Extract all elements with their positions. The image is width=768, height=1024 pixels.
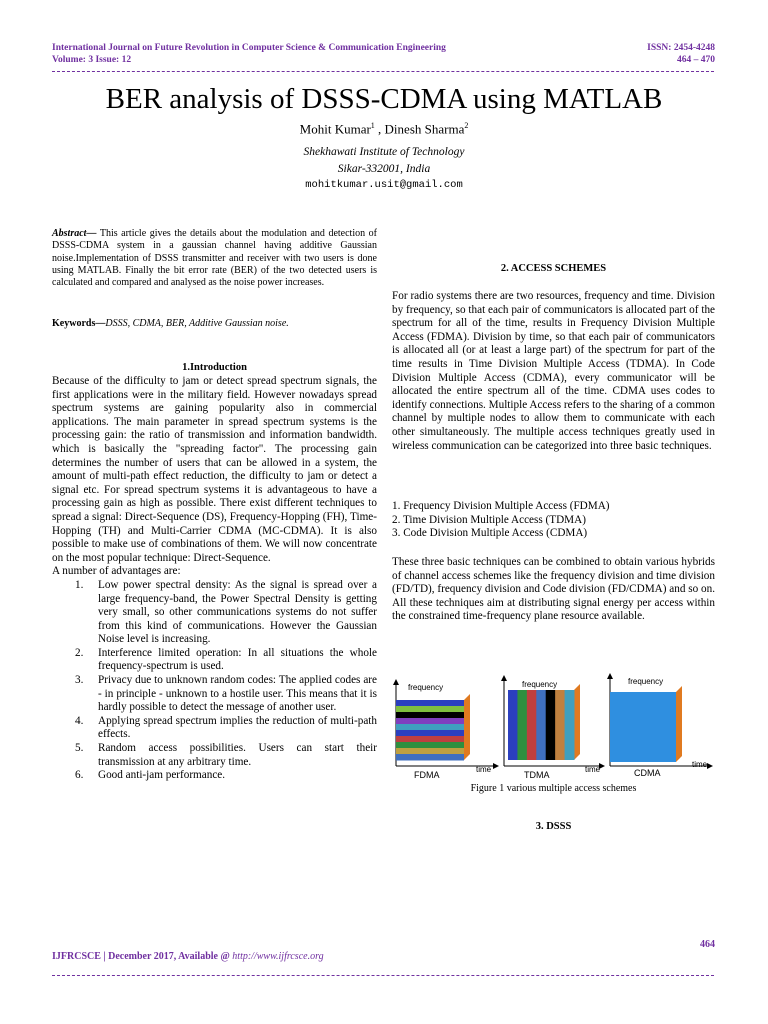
journal-issn: ISSN: 2454-4248 <box>647 43 715 53</box>
abstract-label: Abstract— <box>52 228 97 239</box>
author-1-sup: 1 <box>370 121 375 130</box>
tdma-frequency-label: frequency <box>522 680 558 689</box>
journal-pages: 464 – 470 <box>677 55 715 65</box>
fdma-stripe <box>396 754 464 761</box>
list-item <box>75 714 377 742</box>
list-item: 3. Code Division Multiple Access (CDMA) <box>392 527 588 540</box>
list-item-text: Random access possibilities. Users can start their transmission at any arbitrary time. <box>98 742 377 768</box>
list-item-number: 1. <box>75 578 84 591</box>
intro-heading: 1.Introduction <box>182 362 247 373</box>
page-number: 464 <box>700 939 715 950</box>
keywords <box>52 318 377 329</box>
access-paragraph-2: These three basic techniques can be combined to obtain various hybrids of channel access schemes like the frequency division and time division (FD/TD), frequency division and Code division (FD/CDMA) and so on. All these techniques aim at distributing signal energy per access within the constrained time-frequency plane resource available. <box>392 556 715 623</box>
list-item-text: Good anti-jam performance. <box>98 769 226 782</box>
tdma-time-label: time <box>585 765 601 774</box>
author-email: mohitkumar.usit@gmail.com <box>305 179 463 191</box>
figure-caption: Figure 1 various multiple access schemes <box>470 783 637 794</box>
affiliation-city: Sikar-332001, India <box>337 163 431 175</box>
intro-paragraph: Because of the difficulty to jam or detect spread spectrum signals, the first applications were in the military field. However nowadays spread spectrum systems are gaining popularity also in commercial applications. The main parameter in spread spectrum systems is the processing gain: the ratio of transmission and information bandwidth. which is basically the "spreading factor". The processing gain determines the number of users that can be allowed in a system, the amount of multi-path effect reduction, the difficulty to jam or detect a signal etc. For spread spectrum systems it is advantageous to have a processing gain as high as possible. There exist different techniques to spread a signal: Direct-Sequence (DS), Frequency-Hopping (FH), Time-Hopping (TH) and Multi-Carrier CDMA (MC-CDMA). It is also possible to make use of combinations of them. We will now concentrate on the most popular technique: Direct-Sequence. <box>52 375 377 564</box>
access-schemes-figure <box>392 668 715 780</box>
fdma-label: FDMA <box>414 770 440 780</box>
tdma-stripe <box>527 690 537 760</box>
tdma-stripe <box>565 690 575 760</box>
fdma-stripe <box>396 730 464 737</box>
cdma-block-side <box>676 686 682 762</box>
dsss-heading: 3. DSSS <box>535 821 572 832</box>
list-item-number: 2. <box>75 646 84 659</box>
list-item <box>75 646 377 674</box>
access-list <box>392 500 715 541</box>
journal-issn-block <box>560 42 715 66</box>
tdma-label: TDMA <box>524 770 550 780</box>
cdma-frequency-label: frequency <box>628 677 664 686</box>
author-2-sup: 2 <box>464 121 469 130</box>
list-item-number: 4. <box>75 714 84 727</box>
advantages-intro: A number of advantages are: <box>52 565 181 578</box>
tdma-stripe <box>555 690 565 760</box>
fdma-stripe <box>396 700 464 707</box>
list-item <box>75 769 377 783</box>
list-item-text: Interference limited operation: In all situations the whole frequency-spectrum is used. <box>98 646 377 673</box>
list-item-number: 6. <box>75 769 84 782</box>
list-item-number: 3. <box>75 674 84 687</box>
tdma-stripe <box>517 690 527 760</box>
keywords-label: Keywords— <box>52 318 106 329</box>
fdma-stripe <box>396 706 464 713</box>
access-heading: 2. ACCESS SCHEMES <box>500 263 607 274</box>
keywords-text: DSSS, CDMA, BER, Additive Gaussian noise. <box>105 318 289 329</box>
fdma-stripe <box>396 748 464 755</box>
intro-section <box>52 375 377 783</box>
paper-title: BER analysis of DSSS-CDMA using MATLAB <box>105 83 663 115</box>
tdma-stripe <box>536 690 546 760</box>
authors <box>0 121 768 137</box>
list-item <box>75 674 377 715</box>
cdma-time-label: time <box>692 760 708 769</box>
fdma-stripe <box>396 718 464 725</box>
list-item <box>75 742 377 769</box>
fdma-stripe <box>396 712 464 719</box>
footer-rule <box>52 975 714 976</box>
abstract <box>52 228 377 289</box>
list-item <box>75 578 377 647</box>
footer-citation <box>52 951 324 962</box>
list-item-number: 5. <box>75 742 84 755</box>
fdma-block-side <box>464 694 470 760</box>
access-paragraph-1: For radio systems there are two resources, frequency and time. Division by frequency, so that each pair of communicators is allocated part of the spectrum for all of the time, results in Frequency Division Multiple Access (FDMA). Division by time, so that each pair of communicators is allocated all (or at least a large part) of the spectrum for part of the time results in Time Division Multiple Access (TDMA). In Code Division Multiple Access (CDMA), every communicator will be allocated the entire spectrum all of the time. CDMA uses codes to identify connections. Multiple Access refers to the sharing of a common channel by multiple nodes to allow them to communicate with each other simultaneously. The multiple access techniques greatly used in wireless communication can be categorized into three basic techniques. <box>392 290 715 452</box>
header-rule <box>52 71 714 72</box>
affiliation-institute: Shekhawati Institute of Technology <box>303 146 465 158</box>
journal-name: International Journal on Future Revolution in Computer Science & Communication Engineering <box>52 43 446 53</box>
tdma-stripe <box>546 690 556 760</box>
journal-volume: Volume: 3 Issue: 12 <box>52 55 132 65</box>
fdma-time-label: time <box>476 765 492 774</box>
author-separator: , <box>374 121 385 137</box>
tdma-stripe <box>508 690 518 760</box>
list-item-text: Privacy due to unknown random codes: The applied codes are - in principle - unknown to a hostile user. This means that it is hardly possible to detect the message of another user. <box>98 674 377 714</box>
cdma-label: CDMA <box>634 768 661 778</box>
advantages-list <box>52 579 377 783</box>
author-2: Dinesh Sharma <box>384 121 465 137</box>
tdma-block-side <box>574 684 580 760</box>
list-item-text: Applying spread spectrum implies the reduction of multi-path effects. <box>98 714 377 741</box>
list-item-text: Low power spectral density: As the signal is spread over a large frequency-band, the Power Spectral Density is getting very small, so other communications systems do not suffer from this kind of communications. However the Gaussian Noise level is increasing. <box>98 578 377 646</box>
list-item: 2. Time Division Multiple Access (TDMA) <box>392 513 586 526</box>
fdma-stripe <box>396 736 464 743</box>
cdma-block <box>610 692 676 762</box>
list-item: 1. Frequency Division Multiple Access (FDMA) <box>392 500 610 512</box>
footer-text: IJFRCSCE | December 2017, Available @ <box>52 951 233 962</box>
author-1: Mohit Kumar <box>299 121 371 137</box>
abstract-text: This article gives the details about the modulation and detection of DSSS-CDMA system in a gaussian channel having additive Gaussian noise.Implementation of DSSS transmitter and receiver with two users is done using MATLAB. Finally the bit error rate (BER) of the two detected users is calculated and compared and analysed as the noise power increases. <box>52 228 377 289</box>
fdma-stripe <box>396 742 464 749</box>
fdma-frequency-label: frequency <box>408 683 444 692</box>
fdma-stripe <box>396 724 464 731</box>
footer-url-link[interactable]: http://www.ijfrcsce.org <box>232 951 324 962</box>
journal-header <box>52 42 572 66</box>
